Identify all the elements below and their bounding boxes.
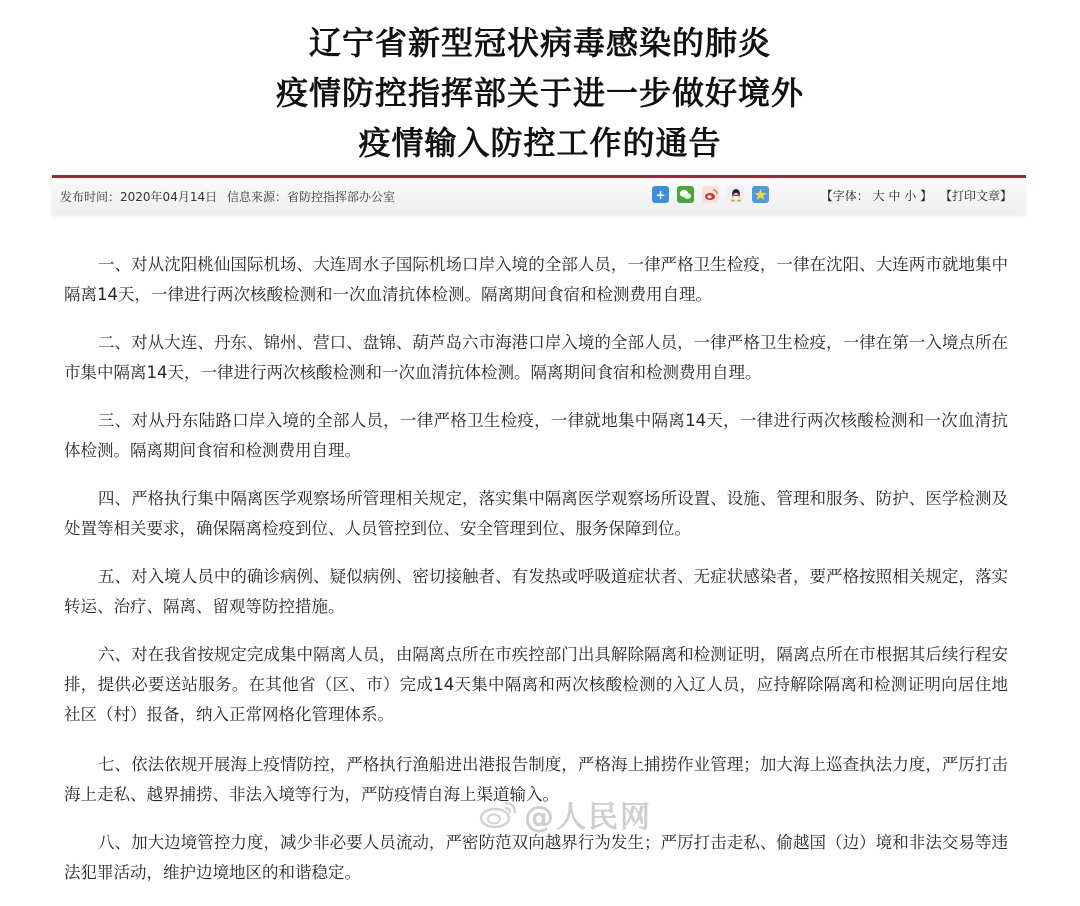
title-line-1: 辽宁省新型冠状病毒感染的肺炎 (308, 24, 771, 62)
paragraph-8: 八、加大边境管控力度，减少非必要人员流动，严密防范双向越界行为发生；严厉打击走私、偷越国（边）境和非法交易等违法犯罪活动，维护边境地区的和谐稳定。 (64, 833, 1008, 882)
paragraph-5: 五、对入境人员中的确诊病例、疑似病例、密切接触者、有发热或呼吸道症状者、无症状感染者，要严格按照相关规定，落实转运、治疗、隔离、留观等防控措施。 (64, 567, 1008, 616)
paragraph-2: 二、对从大连、丹东、锦州、营口、盘锦、葫芦岛六市海港口岸入境的全部人员，一律严格卫生检疫，一律在第一入境点所在市集中隔离14天，一律进行两次核酸检测和一次血清抗体检测。隔离期间食宿和检测费用自理。 (64, 333, 1008, 382)
source-label: 信息来源： (226, 190, 287, 204)
article-meta-bar (52, 175, 1026, 214)
publish-label: 发布时间： (60, 190, 121, 204)
font-size-small-link[interactable]: 小 (904, 189, 917, 203)
paragraph-1: 一、对从沈阳桃仙国际机场、大连周水子国际机场口岸入境的全部人员，一律严格卫生检疫，一律在沈阳、大连两市就地集中隔离14天，一律进行两次核酸检测和一次血清抗体检测。隔离期间食宿和检测费用自理。 (64, 255, 1008, 304)
article-tools (821, 187, 1012, 204)
font-size-suffix: 】 (920, 189, 933, 203)
watermark (478, 792, 652, 836)
publish-date: 2020年04月14日 (120, 190, 218, 204)
plus-share-icon[interactable]: + (652, 186, 669, 203)
paragraph-3: 三、对从丹东陆路口岸入境的全部人员，一律严格卫生检疫，一律就地集中隔离14天，一律进行两次核酸检测和一次血清抗体检测。隔离期间食宿和检测费用自理。 (64, 411, 1008, 460)
weibo-icon[interactable] (702, 186, 719, 203)
font-size-medium-link[interactable]: 中 (888, 189, 901, 203)
paragraph-7: 七、依法依规开展海上疫情防控，严格执行渔船进出港报告制度，严格海上捕捞作业管理；加大海上巡查执法力度，严厉打击海上走私、越界捕捞、非法入境等行为，严防疫情自海上渠道输入。 (64, 755, 1008, 804)
font-size-prefix: 【字体： (820, 189, 869, 203)
weibo-logo-icon (478, 799, 518, 829)
font-size-large-link[interactable]: 大 (872, 189, 885, 203)
qq-icon[interactable] (727, 186, 744, 203)
publish-info (60, 188, 401, 205)
paragraph-4: 四、严格执行集中隔离医学观察场所管理相关规定，落实集中隔离医学观察场所设置、设施、管理和服务、防护、医学检测及处置等相关要求，确保隔离检疫到位、人员管控到位、安全管理到位、服务保障到位。 (64, 489, 1008, 538)
title-line-3: 疫情输入防控工作的通告 (358, 124, 722, 162)
print-article-link[interactable]: 【打印文章】 (939, 189, 1012, 203)
source-name: 省防控指挥部办公室 (286, 190, 395, 204)
qzone-icon[interactable] (752, 186, 769, 203)
share-icons (652, 186, 769, 203)
watermark-text: @人民网 (524, 800, 652, 835)
document-title (0, 18, 1080, 168)
title-line-2: 疫情防控指挥部关于进一步做好境外 (275, 74, 804, 112)
paragraph-6: 六、对在我省按规定完成集中隔离人员，由隔离点所在市疾控部门出具解除隔离和检测证明，隔离点所在市根据其后续行程安排，提供必要送站服务。在其他省（区、市）完成14天集中隔离和两次核酸检测的入辽人员，应持解除隔离和检测证明向居住地社区（村）报备，纳入正常网格化管理体系。 (64, 645, 1008, 724)
wechat-icon[interactable] (677, 186, 694, 203)
